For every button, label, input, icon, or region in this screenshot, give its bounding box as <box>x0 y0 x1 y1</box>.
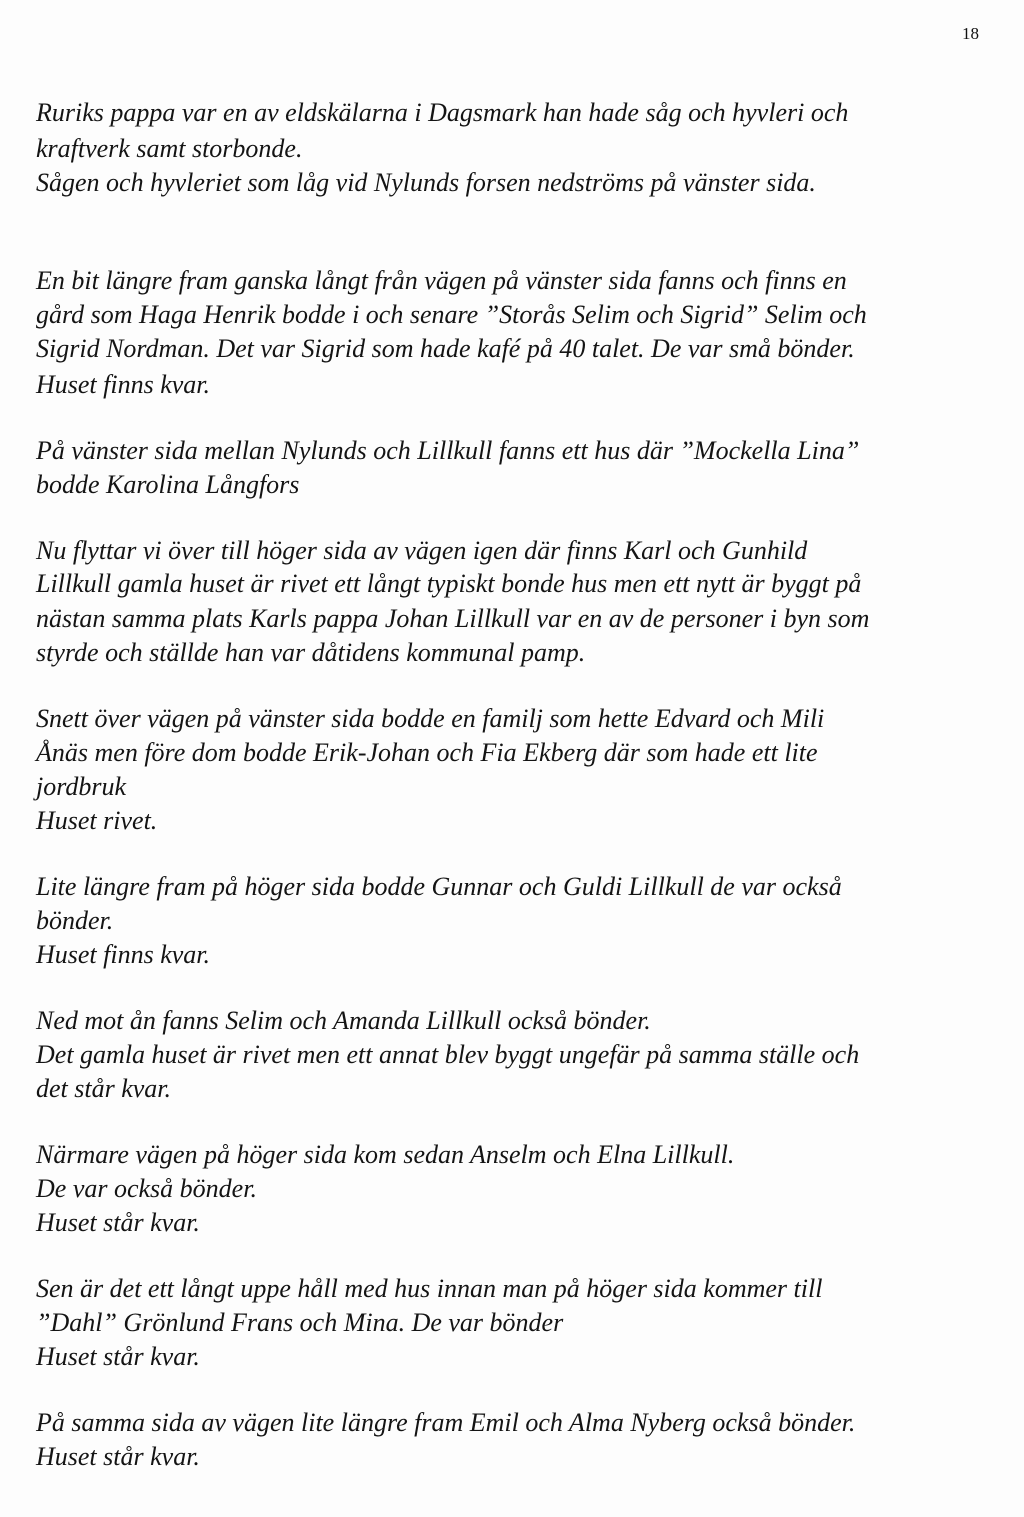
text-line: Sågen och hyvleriet som låg vid Nylunds forsen nedströms på vänster sida. <box>36 168 816 197</box>
text-line: gård som Haga Henrik bodde i och senare ”Storås Selim och Sigrid” Selim och <box>36 300 867 329</box>
text-line: Nu flyttar vi över till höger sida av vägen igen där finns Karl och Gunhild <box>36 536 808 565</box>
text-line: På vänster sida mellan Nylunds och Lillkull fanns ett hus där ”Mockella Lina” <box>36 436 860 465</box>
text-line: Sigrid Nordman. Det var Sigrid som hade kafé på 40 talet. De var små bönder. <box>36 334 855 363</box>
text-line: Lite längre fram på höger sida bodde Gunnar och Guldi Lillkull de var också <box>36 872 842 901</box>
text-line: Huset står kvar. <box>36 1208 200 1237</box>
text-line: Närmare vägen på höger sida kom sedan Anselm och Elna Lillkull. <box>36 1140 735 1169</box>
text-line: det står kvar. <box>36 1074 172 1103</box>
page-number: 18 <box>962 24 979 43</box>
text-line: På samma sida av vägen lite längre fram Emil och Alma Nyberg också bönder. <box>36 1408 856 1437</box>
text-line: Sen är det ett långt uppe håll med hus innan man på höger sida kommer till <box>36 1274 823 1303</box>
text-line: Huset står kvar. <box>36 1442 200 1471</box>
text-line: Huset finns kvar. <box>36 370 211 399</box>
text-line: styrde och ställde han var dåtidens kommunal pamp. <box>36 638 586 667</box>
text-line: Snett över vägen på vänster sida bodde en familj som hette Edvard och Mili <box>36 704 825 733</box>
text-line: nästan samma plats Karls pappa Johan Lillkull var en av de personer i byn som <box>36 604 870 633</box>
text-line: Det gamla huset är rivet men ett annat blev byggt ungefär på samma ställe och <box>36 1040 860 1069</box>
text-line: Huset finns kvar. <box>36 940 211 969</box>
text-line: bodde Karolina Långfors <box>36 470 300 499</box>
text-line: Ruriks pappa var en av eldskälarna i Dagsmark han hade såg och hyvleri och <box>36 98 849 127</box>
text-line: ”Dahl” Grönlund Frans och Mina. De var bönder <box>36 1308 564 1337</box>
text-line: En bit längre fram ganska långt från vägen på vänster sida fanns och finns en <box>36 266 847 295</box>
text-line: kraftverk samt storbonde. <box>36 134 303 163</box>
text-line: Ned mot ån fanns Selim och Amanda Lillkull också bönder. <box>36 1006 651 1035</box>
text-line: De var också bönder. <box>36 1174 257 1203</box>
text-line: Huset står kvar. <box>36 1342 200 1371</box>
text-line: Ånäs men före dom bodde Erik-Johan och Fia Ekberg där som hade ett lite <box>36 738 818 767</box>
text-line: Huset rivet. <box>36 806 158 835</box>
text-line: bönder. <box>36 906 114 935</box>
text-line: jordbruk <box>36 772 127 801</box>
text-line: Lillkull gamla huset är rivet ett långt typiskt bonde hus men ett nytt är byggt på <box>36 569 862 598</box>
